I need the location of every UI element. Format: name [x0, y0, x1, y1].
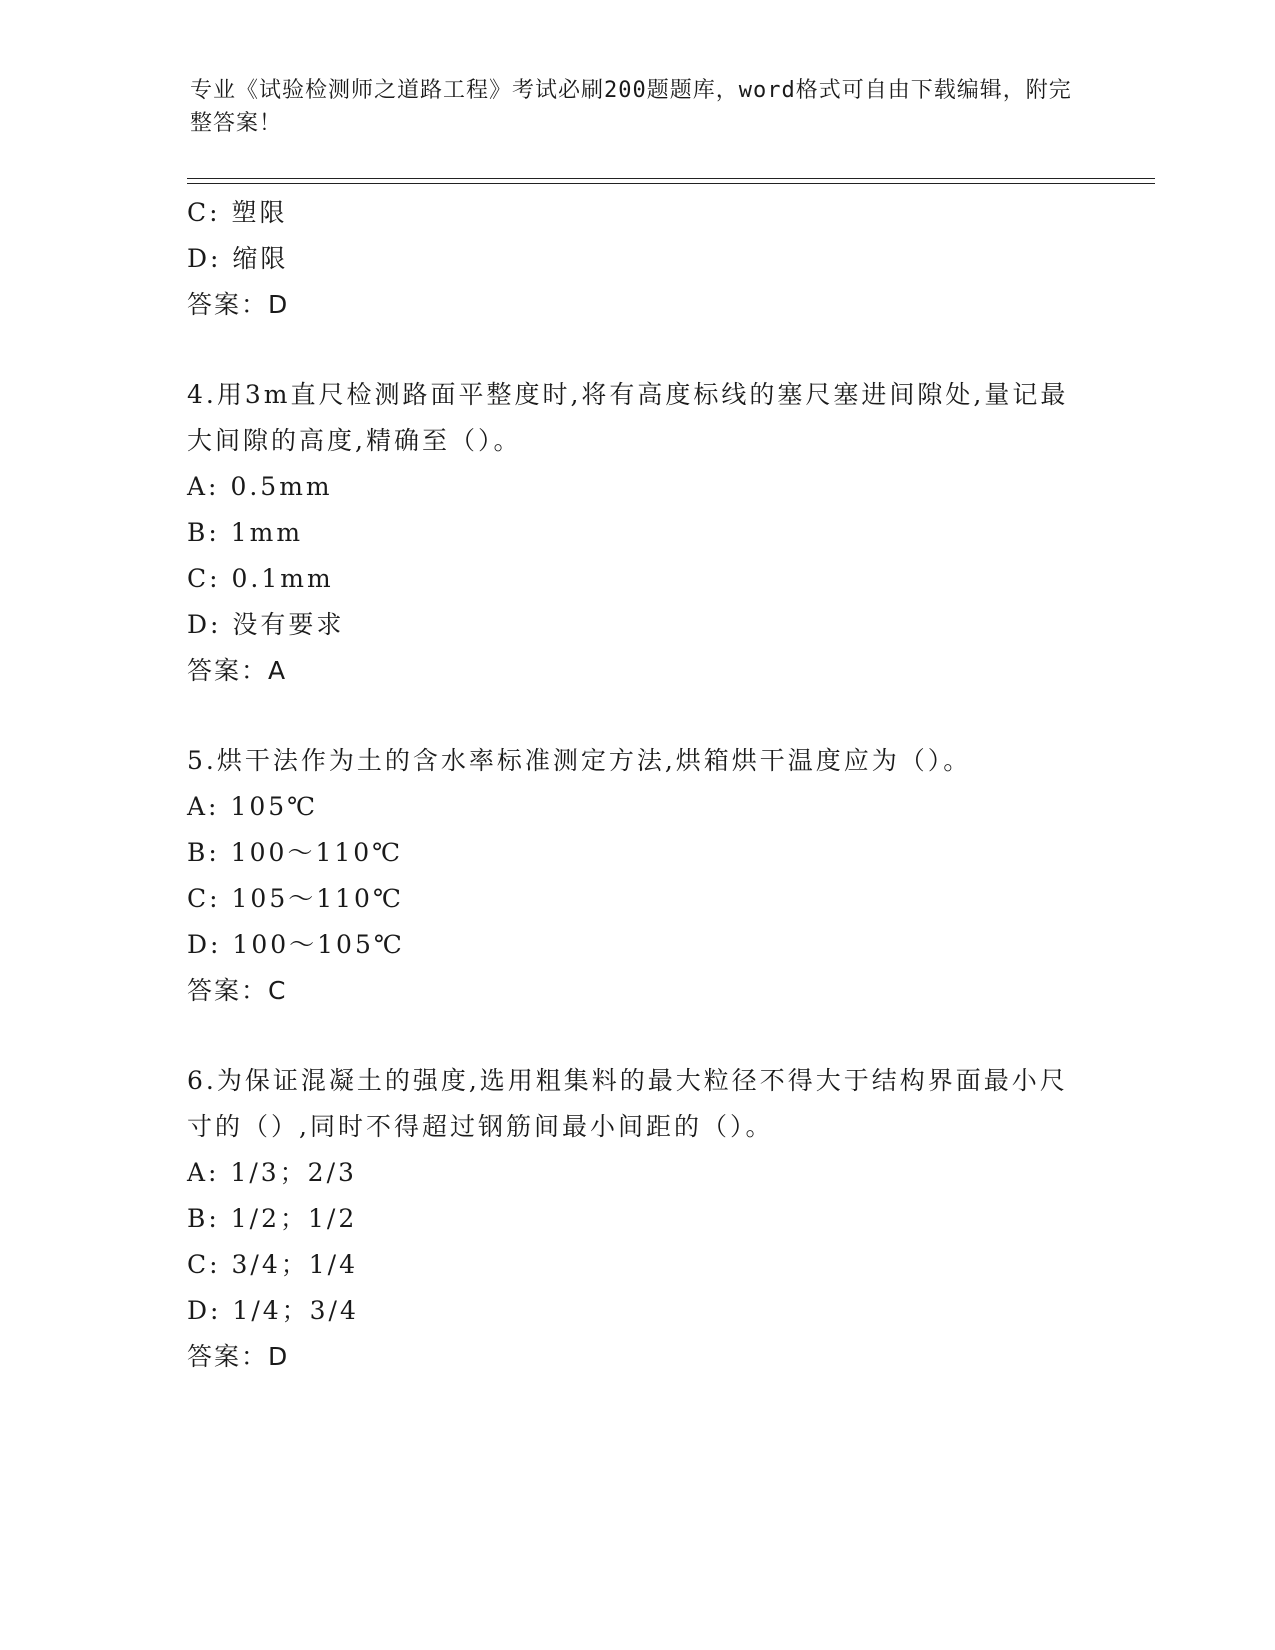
answer-line: 答案：A — [187, 656, 288, 685]
question-list — [187, 190, 1087, 1380]
question-text: 5.烘干法作为土的含水率标准测定方法,烘箱烘干温度应为（）。 — [187, 746, 972, 775]
question-block-4 — [187, 372, 1087, 694]
option-text: 100～105℃ — [232, 930, 405, 959]
question-text: 4.用3m直尺检测路面平整度时,将有高度标线的塞尺塞进间隙处,量记最大间隙的高度,精确至（）。 — [187, 380, 1069, 455]
option-text: 1mm — [230, 518, 304, 547]
question-block-3 — [187, 190, 1087, 328]
option-text: 没有要求 — [232, 610, 345, 639]
option-c — [187, 190, 1087, 236]
option-key: D: — [187, 244, 222, 273]
header-rule-top — [187, 178, 1155, 179]
option-key: C: — [187, 884, 221, 913]
option-d — [187, 236, 1087, 282]
option-a — [187, 784, 1087, 830]
answer-line: 答案：D — [187, 290, 290, 319]
option-key: C: — [187, 198, 221, 227]
option-text: 3/4；1/4 — [231, 1250, 358, 1279]
option-text: 1/3；2/3 — [230, 1158, 357, 1187]
answer-line: 答案：C — [187, 976, 288, 1005]
document-header: 专业《试验检测师之道路工程》考试必刷200题题库，word格式可自由下载编辑，附完整答案！ — [190, 78, 1072, 136]
option-key: D: — [187, 610, 222, 639]
answer-line: 答案：D — [187, 1342, 290, 1371]
option-text: 100～110℃ — [230, 838, 404, 867]
question-block-6 — [187, 1058, 1087, 1380]
option-d — [187, 922, 1087, 968]
option-a — [187, 1150, 1087, 1196]
option-text: 塑限 — [231, 198, 288, 227]
option-key: A: — [187, 792, 220, 821]
option-text: 105～110℃ — [231, 884, 404, 913]
option-text: 1/2；1/2 — [230, 1204, 358, 1233]
option-c — [187, 1242, 1087, 1288]
option-b — [187, 830, 1087, 876]
option-key: B: — [187, 838, 220, 867]
question-block-5 — [187, 738, 1087, 1014]
option-text: 1/4；3/4 — [232, 1296, 359, 1325]
option-key: D: — [187, 1296, 222, 1325]
option-b — [187, 1196, 1087, 1242]
option-d — [187, 602, 1087, 648]
option-key: C: — [187, 564, 221, 593]
option-key: D: — [187, 930, 222, 959]
question-text: 6.为保证混凝土的强度,选用粗集料的最大粒径不得大于结构界面最小尺寸的（）,同时不得超过钢筋间最小间距的（）。 — [187, 1066, 1068, 1141]
option-a — [187, 464, 1087, 510]
option-key: A: — [187, 472, 220, 501]
option-b — [187, 510, 1087, 556]
option-text: 缩限 — [232, 244, 289, 273]
header-rule-bottom — [187, 183, 1155, 184]
option-text: 0.5mm — [230, 472, 333, 501]
option-c — [187, 876, 1087, 922]
option-text: 105℃ — [230, 792, 319, 821]
option-key: B: — [187, 518, 220, 547]
option-key: C: — [187, 1250, 221, 1279]
option-text: 0.1mm — [231, 564, 334, 593]
option-c — [187, 556, 1087, 602]
option-d — [187, 1288, 1087, 1334]
option-key: A: — [187, 1158, 220, 1187]
option-key: B: — [187, 1204, 220, 1233]
